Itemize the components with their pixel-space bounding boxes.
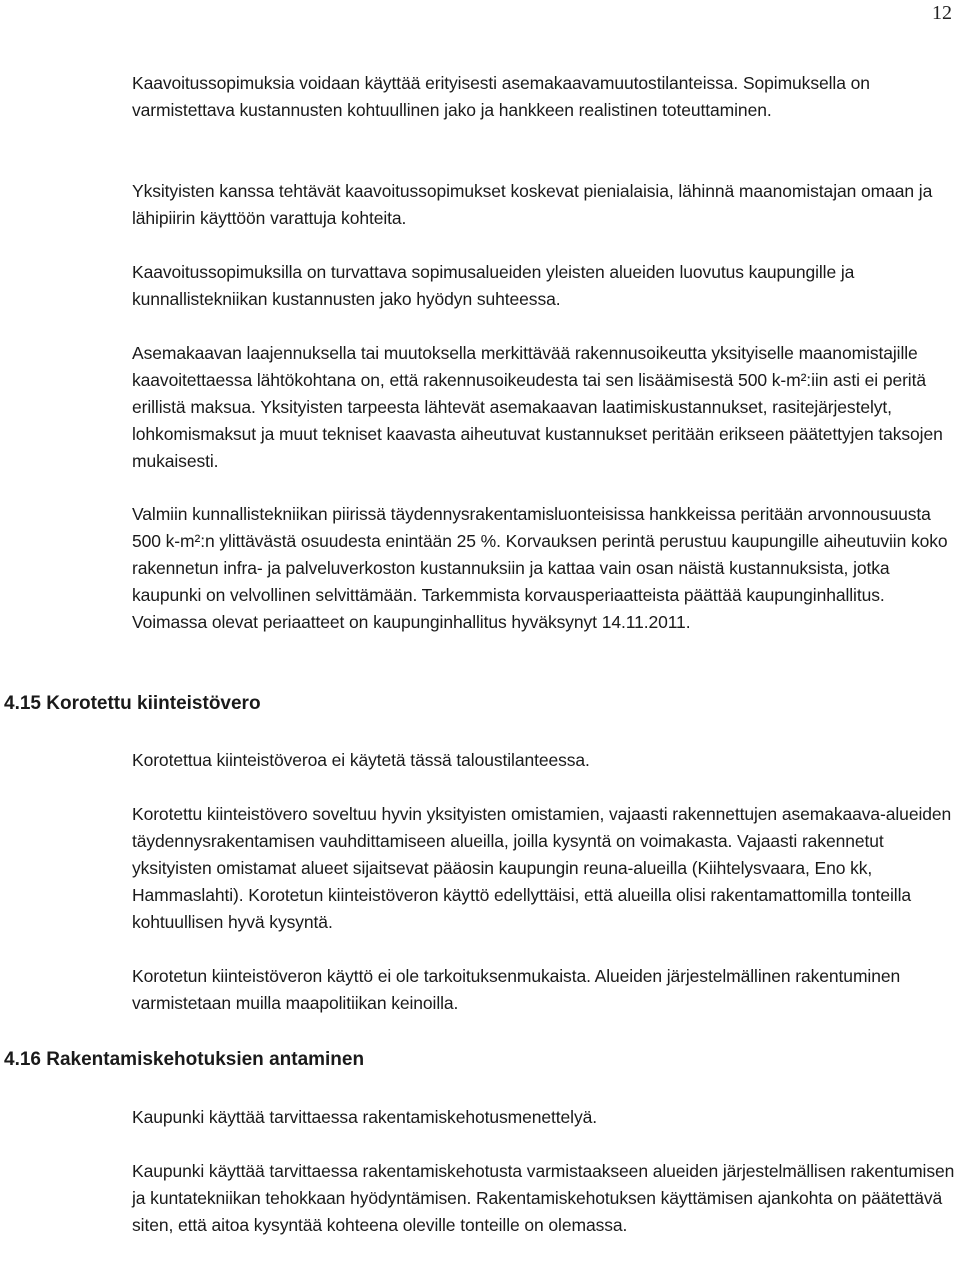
section-heading-4-16: 4.16 Rakentamiskehotuksien antaminen [4, 1049, 365, 1070]
section-heading-4-15: 4.15 Korotettu kiinteistövero [4, 693, 261, 714]
page-number: 12 [932, 2, 952, 24]
paragraph-yksityiset-sopimukset: Yksityisten kanssa tehtävät kaavoitussopimukset koskevat pienialaisia, lähinnä maanomistajan omaan ja lähipiirin käyttöön varattuja kohteita. [132, 181, 933, 228]
paragraph-rakentamiskehotuksen-kaytto: Kaupunki käyttää tarvittaessa rakentamiskehotusta varmistaakseen alueiden järjestelmällisen rakentumisen ja kuntatekniikan tehokkaan hyödyntämisen. Rakentamiskehotuksen käyttämisen ajankohta on päätettävä siten, että aitoa kysyntää kohteena oleville tonteille on olemassa. [132, 1161, 955, 1235]
paragraph-kiinteistovero-soveltuu: Korotettu kiinteistövero soveltuu hyvin yksityisten omistamien, vajaasti rakennettujen asemakaava-alueiden täydennysrakentamisen vauhdittamiseen alueilla, joilla kysyntä on voimakasta. Vajaasti rakennetut yksityisten omistamat alueet sijaitsevat pääosin kaupungin reuna-alueilla (Kiihtelysvaara, Eno kk, Hammaslahti). Korotetun kiinteistöveron käyttö edellyttäisi, että alueilla olisi rakentamattomilla tonteilla kohtuullisen hyvä kysyntä. [132, 804, 952, 932]
paragraph-kaavoitussopimukset-kaytto: Kaavoitussopimuksia voidaan käyttää erityisesti asemakaavamuutostilanteissa. Sopimuksella on varmistettava kustannusten kohtuullinen jako ja hankkeen realistinen toteuttaminen. [132, 73, 870, 120]
paragraph-asemakaavan-laajennus: Asemakaavan laajennuksella tai muutoksella merkittävää rakennusoikeutta yksityiselle maanomistajille kaavoitettaessa lähtökohtana on, että rakennusoikeudesta tai sen lisäämisestä 500 k-m²:iin asti ei peritä erillistä maksua. Yksityisten tarpeesta lähtevät asemakaavan laatimiskustannukset, rasitejärjestelyt, lohkomismaksut ja muut tekniset kaavasta aiheutuvat kustannukset peritään erikseen päätettyjen taksojen mukaisesti. [132, 343, 943, 471]
paragraph-kunnallistekniikka-korvaus: Valmiin kunnallistekniikan piirissä täydennysrakentamisluonteisissa hankkeissa peritään arvonnousuusta 500 k-m²:n ylittävästä osuudesta enintään 25 %. Korvauksen perintä perustuu kaupungille aiheutuviin koko rakennetun infra- ja palveluverkoston kustannuksiin ja kattaa vain osan näistä kustannuksista, jotka kaupunki on velvollinen selvittämään. Tarkemmista korvausperiaatteista päättää kaupunginhallitus. Voimassa olevat periaatteet on kaupunginhallitus hyväksynyt 14.11.2011. [132, 504, 948, 632]
paragraph-rakentamiskehotusmenettely: Kaupunki käyttää tarvittaessa rakentamiskehotusmenettelyä. [132, 1107, 598, 1127]
paragraph-kiinteistovero-ei-kayteta: Korotettua kiinteistöveroa ei käytetä tässä taloustilanteessa. [132, 750, 590, 770]
paragraph-kiinteistovero-ei-tarkoituksenmukaista: Korotetun kiinteistöveron käyttö ei ole tarkoituksenmukaista. Alueiden järjestelmällinen rakentuminen varmistetaan muilla maapolitiikan keinoilla. [132, 966, 901, 1013]
paragraph-yleisten-alueiden-luovutus: Kaavoitussopimuksilla on turvattava sopimusalueiden yleisten alueiden luovutus kaupungille ja kunnallistekniikan kustannusten jako hyödyn suhteessa. [132, 262, 855, 309]
